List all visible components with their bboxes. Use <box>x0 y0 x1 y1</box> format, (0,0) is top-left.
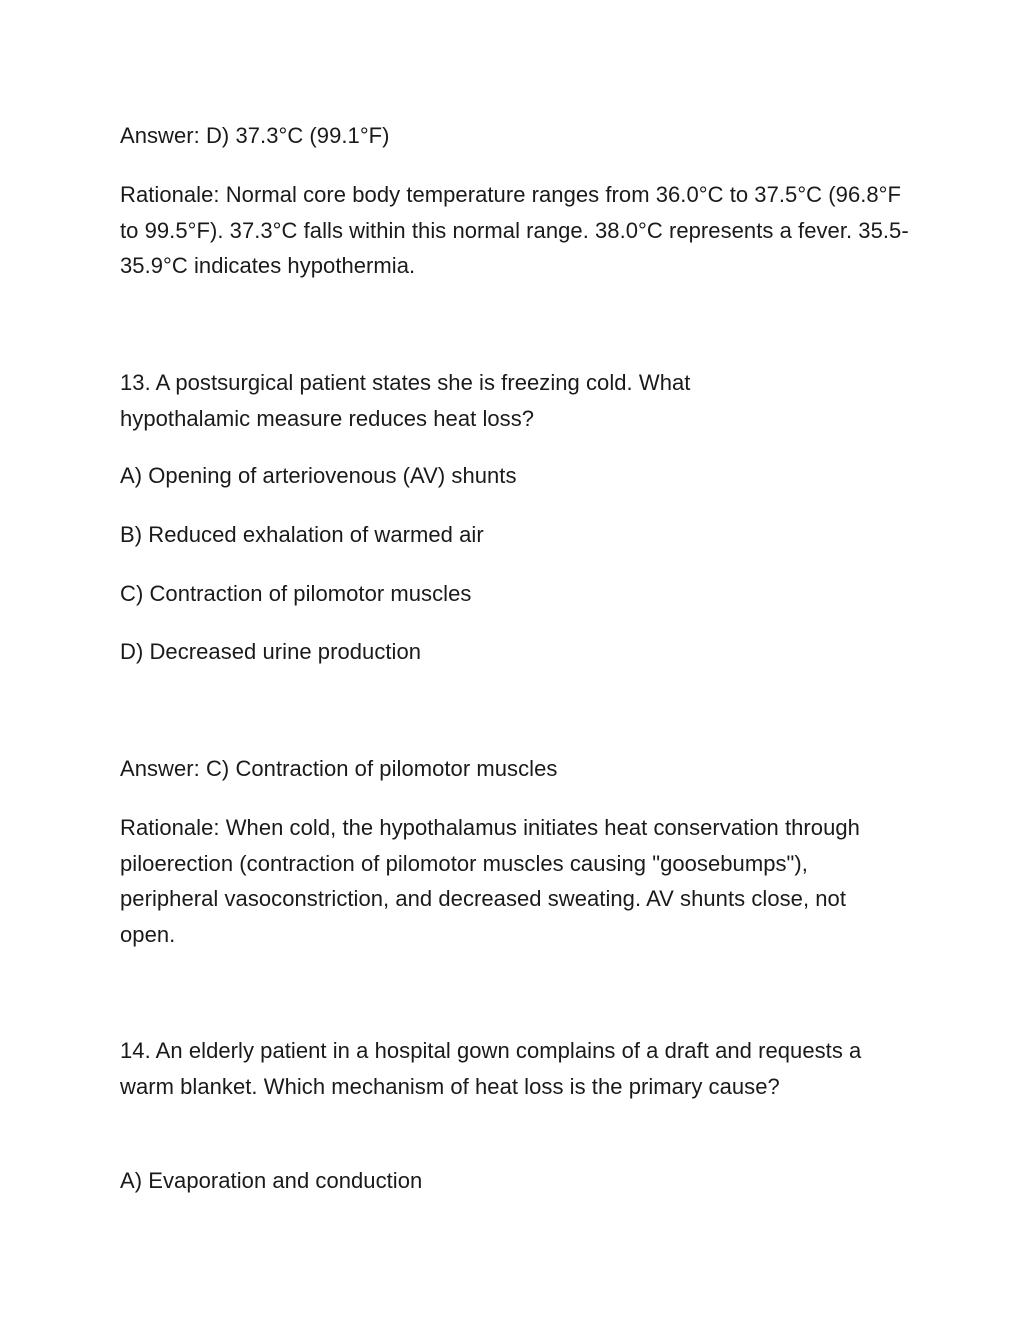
q12-rationale: Rationale: Normal core body temperature ranges from 36.0°C to 37.5°C (96.8°F to 99.5°F). 37.3°C falls within this normal range. 38.0°C represents a fever. 35.5-35.9°C indicates hypothermia. <box>120 182 909 278</box>
q13-option-d: D) Decreased urine production <box>120 639 422 664</box>
q13-option-c: C) Contraction of pilomotor muscles <box>120 581 472 606</box>
document-page <box>120 0 910 1320</box>
q13-question: 13. A postsurgical patient states she is freezing cold. What hypothalamic measure reduces heat loss? <box>120 370 691 431</box>
q13-option-b: B) Reduced exhalation of warmed air <box>120 522 484 547</box>
q14-option-a: A) Evaporation and conduction <box>120 1168 423 1193</box>
q13-option-a: A) Opening of arteriovenous (AV) shunts <box>120 463 517 488</box>
q13-rationale: Rationale: When cold, the hypothalamus initiates heat conservation through piloerection (contraction of pilomotor muscles causing "goosebumps"), peripheral vasoconstriction, and decreased sweating. AV shunts close, not open. <box>120 815 860 947</box>
q13-answer: Answer: C) Contraction of pilomotor muscles <box>120 756 558 781</box>
q14-question: 14. An elderly patient in a hospital gown complains of a draft and requests a warm blanket. Which mechanism of heat loss is the primary cause? <box>120 1038 862 1099</box>
q12-answer: Answer: D) 37.3°C (99.1°F) <box>120 123 390 148</box>
